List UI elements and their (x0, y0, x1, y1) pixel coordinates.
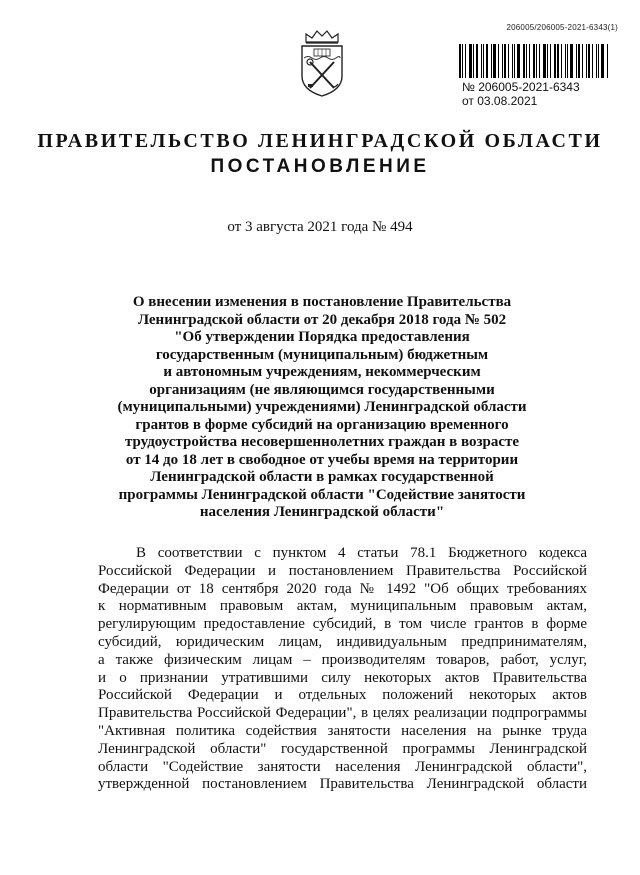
barcode-bar (504, 44, 506, 78)
body-line: Федерации от 18 сентября 2020 года № 1492 "Об общих требованиях (98, 580, 587, 597)
body-paragraph (98, 545, 587, 794)
body-line: к нормативным правовым актам, муниципальным правовым актам, (98, 598, 587, 615)
barcode-bar (567, 44, 568, 78)
barcode-bar (481, 44, 482, 78)
title-line: (муниципальными) учреждениями) Ленинградской области (117, 399, 527, 415)
barcode-bar (512, 44, 513, 78)
coat-of-arms-emblem (296, 28, 348, 98)
barcode-bar (533, 44, 535, 78)
barcode-bar (529, 44, 530, 78)
title-line: населения Ленинградской области" (199, 504, 445, 520)
body-line: "Активная политика содействия занятости населения на рынке труда (98, 722, 587, 739)
barcode-bar (514, 44, 515, 78)
barcode-bar (598, 44, 599, 78)
barcode-bar (570, 44, 573, 78)
document-title (110, 294, 534, 522)
barcode-bar (582, 44, 583, 78)
body-line: Ленинградской области" государственной программы Ленинградской (98, 740, 587, 757)
title-line: Ленинградской области в рамках государственной (150, 469, 494, 485)
title-line: государственным (муниципальным) бюджетным (155, 346, 489, 363)
barcode-bar (469, 44, 472, 78)
barcode-bar (601, 44, 604, 78)
document-id: 206005/206005-2021-6343(1) (506, 23, 618, 32)
barcode-bar (498, 44, 499, 78)
title-line: от 14 до 18 лет в свободное от учебы время на территории (125, 451, 519, 468)
barcode-bar (526, 44, 527, 78)
body-line: регулирующим предоставление субсидий, в том числе грантов в форме (98, 616, 587, 633)
barcode-bar (502, 44, 503, 78)
body-line: Российской Федерации и постановлением Правительства Российской (98, 562, 587, 579)
barcode-bar (543, 44, 546, 78)
body-line: В соответствии с пунктом 4 статьи 78.1 Бюджетного кодекса (136, 545, 587, 561)
body-line: а также физическим лицам – производителям товаров, работ, услуг, (98, 651, 587, 668)
barcode-bar (547, 44, 548, 78)
document-type: ПОСТАНОВЛЕНИЕ (210, 156, 430, 177)
registration-info (462, 80, 580, 108)
title-line: О внесении изменения в постановление Правительства (132, 294, 512, 310)
organization-name: ПРАВИТЕЛЬСТВО ЛЕНИНГРАДСКОЙ ОБЛАСТИ (37, 130, 603, 152)
title-line: трудоустройства несовершеннолетних граждан в возрасте (124, 434, 520, 450)
barcode-bar (550, 44, 551, 78)
body-line: Российской Федерации и отдельных положений некоторых актов (98, 687, 587, 704)
barcode-bar (523, 44, 525, 78)
title-line: программы Ленинградской области "Содействие занятости (118, 486, 526, 503)
barcode-bar (508, 44, 509, 78)
body-line: и о признании утратившими силу некоторых актов Правительства (98, 669, 587, 686)
barcode-bar (588, 44, 590, 78)
barcode-bar (476, 44, 478, 78)
barcode-bar (607, 44, 608, 78)
barcode-bar (517, 44, 520, 78)
barcode-bar (592, 44, 593, 78)
title-line: Ленинградской области от 20 декабря 2018 года № 502 (137, 311, 507, 328)
body-line: субсидий, юридическим лицам, индивидуальным предпринимателям, (98, 633, 587, 650)
barcode-bar (557, 44, 559, 78)
barcode-bar (486, 44, 488, 78)
document-date-number: от 3 августа 2021 года № 494 (227, 219, 413, 235)
barcode-bar (596, 44, 597, 78)
barcode-bar (561, 44, 562, 78)
barcode-bar (576, 44, 577, 78)
body-line: Правительства Российской Федерации", в целях реализации подпрограммы (98, 705, 587, 722)
title-line: "Об утверждении Порядка предоставления (174, 329, 470, 345)
title-line: организациям (не являющимся государственными (149, 381, 495, 398)
barcode-bar (536, 44, 537, 78)
barcode (459, 44, 617, 78)
registration-number: № 206005-2021-6343 (462, 80, 580, 94)
title-line: и автономным учреждениям, некоммерческим (163, 364, 481, 380)
body-line: утвержденной постановлением Правительства Ленинградской области (98, 776, 587, 793)
barcode-bar (459, 44, 461, 78)
title-line: грантов в форме субсидий на организацию временного (135, 416, 509, 433)
barcode-bar (465, 44, 466, 78)
barcode-bar (483, 44, 484, 78)
barcode-bar (586, 44, 587, 78)
barcode-bar (554, 44, 556, 78)
barcode-bar (473, 44, 474, 78)
barcode-bar (578, 44, 580, 78)
registration-date: от 03.08.2021 (462, 94, 538, 108)
barcode-bar (565, 44, 566, 78)
barcode-bar (491, 44, 492, 78)
body-line: области "Содействие занятости населения Ленинградской области", (98, 758, 587, 775)
barcode-bar (539, 44, 540, 78)
barcode-bar (493, 44, 496, 78)
barcode-bar (462, 44, 463, 78)
